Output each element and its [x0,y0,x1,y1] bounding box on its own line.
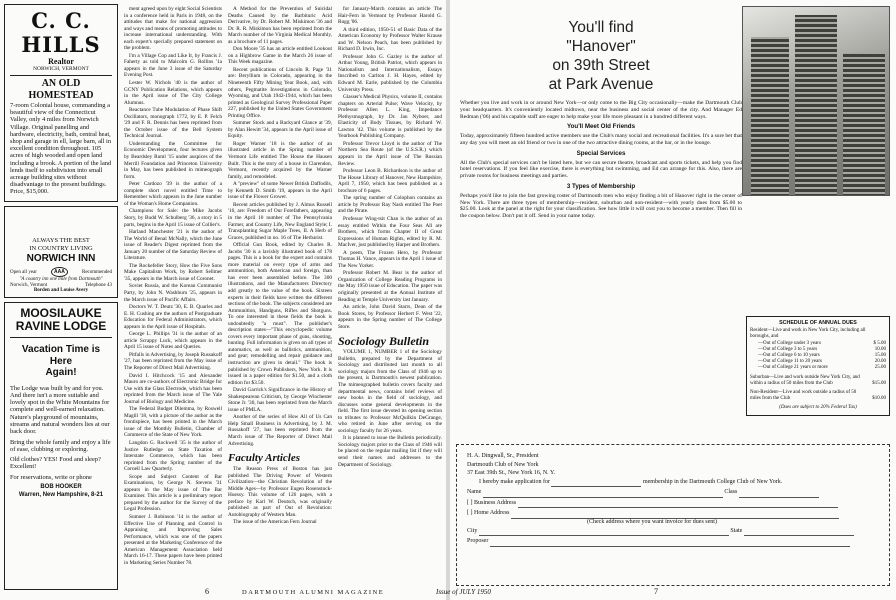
nonresident-amount: $10.00 [872,396,886,402]
building-shape [751,37,789,196]
name-row [467,487,879,498]
building-shape [843,53,885,196]
article-paragraph: Don Moore '35 has an article entitled Lookout on a Highbrow Game in the March 26 issue of This Week magazine. [228,46,332,66]
bulletin-paragraph: It is planned to issue the Bulletin periodically. Sociology majors prior to the Class of 1946 will be placed on the regular mailing list if they will send their names and addresses to the Department of Sociology. [338,435,442,468]
name-label: Name [467,489,482,495]
building-shape [795,15,837,196]
article-paragraph: Recent articles published by J. Almus Russell '16, are: Freedom of Our Forefathers, appearing in the April 10 number of The Pennsylvania Farmer, and Country Life, New England Style; I. Transplanting Sugar Maple Trees, II. A Herb of Graces, published in no. 16 of The Herbarist. [228,201,332,241]
article-paragraph: Reactance Tube Modulation of Phase Shift Oscillators, monograph 1772, by E. P. Felch '29 and F. R. Dennis has been reprinted from the October issue of the Bell System Technical Journal. [124,107,222,140]
article-paragraph: A poem, The Frozen Hero, by Professor Thomas H. Vance, appears in the April 1 issue of The New Yorker. [338,249,442,269]
article-paragraph: A third edition, 1950-51 of Basic Data of the American Economy by Professor Walter Krause and W. Nelson Peach, has been published by Richard D. Irwin, Inc. [338,26,442,53]
proposer-field[interactable] [490,539,850,547]
sociology-bulletin-heading: Sociology Bulletin [338,334,430,349]
dues-label: —Out of College 21 years or more [758,365,828,371]
lodge-description: The Lodge was built by and for you. And there isn't a more suitable and lovely spot in the White Mountains for complete and well-earned relaxation. Nature's playground of mountains, streams and natural wonders lies at our back door. [10,384,110,436]
lodge-address: Warren, New Hampshire, 8-21 [18,491,104,498]
vacation-headline-2: Again! [45,367,77,378]
article-paragraph: Lester W. Nichols '40 is the author of GCNY Publication Relations, which appears in the April issue of The City College Alumnus. [124,80,222,106]
article-column-3 [228,6,332,584]
hanover-headline-3: on 39th Street [552,57,650,74]
inn-phone: Telephone 43 [84,283,112,288]
suburban-row [750,375,886,387]
dues-schedule [746,316,890,416]
page-number-right: 7 [654,587,658,596]
bulletin-paragraph: VOLUME 1, NUMBER 1 of the Sociology Bulletin, prepared by the Department of Sociology and distributed last month to all sociology majors from the Class of 1946 up to the present, is Dartmouth's newest publication. The mimeographed bulletin covers faculty and departmental news, contains brief reviews of new books in the field of sociology, and discusses some general developments in the field. The first issue devoted its opening section to tributes to Professor McQuilkin DeGrange, who retired in June after serving on the sociology faculty for 26 years. [338,349,442,434]
divider [10,337,112,338]
lodge-name-2: RAVINE LODGE [15,319,107,333]
inn-location: Norwich, Vermont [10,283,48,288]
faculty-paragraph: The Reason Press of Boston has just published The Driving Power of Western Civilization—the Christian Revolution of the Middle Ages—by Professor Eugen Rosenstock-Huessy. This volume of 126 pages, with a preface by Karl W. Deutsch, was originally published as part of Out of Revolution: Autobiography of Western Man. [228,466,332,518]
article-paragraph: David I. Hitchcock '15 and Alexander Mauro are co-authors of Electronic Bridge for Use with the Glass Electrode, which has been reprinted from the March issue of The Yale Journal of Biology and Medicine. [124,372,222,405]
article-paragraph: Another of the series of How All of Us Can Help Small Business in Advertising, by J. M. Russakoff '27, has been reprinted from the March issue of The Reporter of Direct Mail Advertising. [228,414,332,447]
inn-recommended: Recommended [82,269,112,275]
article-paragraph: The Rockefeller Story, How the Five Sons Make Capitalism Work, by Robert Sellmer '35, appears in the March issue of Coronet. [124,262,222,282]
article-paragraph: Sumner J. Robinson '14 is the author of Effective Use of Planning and Control in Appraising and Improving Sales Performance, which was one of the papers presented at the Marketing Conference of the American Management Association held March 16-17. These papers have been printed in Marketing Series Number 78. [124,514,222,566]
dues-amount: 15.00 [874,353,886,359]
inn-proprietors: Borden and Louise Avery [33,288,89,293]
park-avenue-photo [742,6,890,196]
home-row [467,508,879,519]
issue-date: Issue of JULY 1950 [436,588,491,596]
article-paragraph: Summer Stock and a Backyard Glance at '39, by Alan Hewitt '34, appears in the April issue of Equity. [228,120,332,140]
homestead-description: 7-room Colonial house, commanding a beautiful view of the Connecticut Valley, only 4 miles from Norwich Village. Original panelling and hardware, electricity, bath, central heat, shop and garage in ell, large barn, all in excellent condition throughout. 105 acres of high wooded and open land including a brook. A portion of the land lends itself to subdivision into small acreage building sites without disadvantage to the present buildings. Price, $15,000. [10,102,112,196]
article-paragraph: The Federal Budget Dilemma, by Roswell Magill '18, with a picture of the author as the frontispiece, has been printed in the March issue of the Monthly Bulletin, Chamber of Commerce of the State of New York. [124,406,222,439]
suburban-label: Suburban—Live and work outside New York City, and within a radius of 50 miles from the Club [750,374,860,386]
article-paragraph: Champions for Sale: the Mike Jacobs Story, by Budd W. Schulberg '36, a story in 5 parts, begins in the April 15 issue of Collier's. [124,208,222,228]
special-services-heading: Special Services [576,149,626,157]
old-friends-heading: You'll Meet Old Friends [566,123,636,131]
lodge-family-text: Bring the whole family and enjoy a life of ease, clubbing or exploring. [10,438,111,453]
inn-info-row [10,267,112,277]
realtor-role: Realtor [48,57,74,66]
article-paragraph: Professor Wing-tsit Chan is the author of an essay entitled Within the Four Seas All are Brothers, which forms Chapter II of Great Expressions of Human Rights, edited by R. M. MacIver, just published by Harper and Brothers. [338,215,442,249]
inn-open: Open all year [10,269,37,275]
dues-label: —Out of College 3 to 5 years [758,346,818,352]
hanover-intro: Whether you live and work in or around New York—or only come to the Big City occasionally—make the Dartmouth Club your headquarters. It's conveniently located midtown, near the business and social center of the city. And Manager Ed Redman ('06) and his capable staff are eager to help make your life more pleasant in a hundred different ways. [460,100,742,120]
membership-coupon [456,444,890,586]
business-checkbox[interactable]: [ ] Business Address [467,499,517,506]
article-paragraph: Professor Trevor Lloyd is the author of The Northern Sea Route (of the U.S.S.R.) which appears in the April issue of The Russian Review. [338,140,442,167]
schedule-title: SCHEDULE OF ANNUAL DUES [779,320,857,326]
article-paragraph: An article, John David Starrs, Dean of the Book Stores, by Professor Herbert F. West '22, appears in the Spring number of The College Store. [338,304,442,330]
article-paragraph: Recent publications of Lincoln R. Page '31 are: Beryllium in Colorado, appearing in the Nineteenth Fifty Mining Year Book, and, with others, Pegmatite Investigations in Colorado, Wyoming, and Utah 1942-1944, which has been printed as Geological Survey Professional Paper 227, published by the United States Government Printing Office. [228,66,332,119]
aaa-badge-icon: AAA [51,267,68,277]
proposer-label: Proposer [467,538,489,544]
article-paragraph: Pitfalls in Advertising, by Joseph Russakoff '27, has been reprinted from the May issue of The Reporter of Direct Mail Advertising. [124,351,222,371]
article-paragraph: David Garrick's Significance in the History of Shakespearean Criticism, by George Winchester Stone Jr. '30, has been reprinted from the March issue of PMLA. [228,387,332,413]
hanover-headline-4: at Park Avenue [548,76,654,93]
lodge-contact-name: BOB HOOKER [40,484,82,491]
article-paragraph: Professor Leon B. Richardson is the author of The House Library of Hanover, New Hampshire, April 7, 1950, which has been published as a brochure of 6 pages. [338,168,442,194]
article-paragraph: Roger Warner '18 is the author of an illustrated article in the Spring number of Vermont Life entitled The House the Hausen Built. This is the story of a house in Clarendon, Vermont, recently acquired by the Warner family, and remodeled. [228,140,332,180]
article-paragraph: A Method for the Prevention of Suicidal Deaths Caused by the Barbituric Acid Derivative, by Dr. Robert M. Miskimon '36 and Dr. R. R. Miskimon has been reprinted from the March number of the Virginia Medical Monthly, as a brochure of 11 pages. [228,6,332,45]
proposer-row [467,536,879,547]
coupon-address: 37 East 39th St., New York 16, N. Y. [467,469,556,476]
faculty-articles-heading: Faculty Articles [228,452,301,465]
home-checkbox[interactable]: [ ] Home Address [467,510,510,516]
dues-amount: 10.00 [874,346,886,352]
page-number-left: 6 [205,587,209,596]
realtor-location: NORWICH, VERMONT [33,66,89,72]
article-paragraph: A "preview" of some Newer British Daffodils, by Kenneth D. Smith '19, appears in the April issue of the Flower Grower. [228,181,332,201]
membership-types-heading: 3 Types of Membership [566,182,636,190]
realtor-name: C. C. HILLS [21,8,101,57]
class-field[interactable] [739,490,819,498]
article-paragraph: Glasser's Medical Physics, volume II, contains chapters on Arterial Pulse; Wave Velocity, by Professor Allen L. King, Impedance Plethysmograph, by Dr. Jan Nyboer, and Elasticity of Body Tissues, by Richard W. Lawton '42. This volume is published by the Yearbook Publishing Company. [338,94,442,140]
suburban-amount: $15.00 [872,380,886,386]
dues-label: —Out of College under 3 years [758,340,821,346]
article-column-2 [124,6,222,584]
advertisement-column [4,4,118,594]
faculty-paragraph: The issue of the American Fern Journal [233,519,317,526]
homestead-headline: AN OLD HOMESTEAD [28,78,94,101]
resident-rows [750,341,886,372]
lodge-reservations-text: For reservations, write or phone [10,473,92,481]
application-text-2: membership in the Dartmouth College Club of New York. [642,478,783,485]
article-paragraph: Understanding the Committee for Economic Development, four lectures given by Beardsley Ruml '15 under auspices of the Merrill Foundation and Princeton University in May, has been published in mimeograph form. [124,140,222,180]
dues-label: —Out of College 6 to 10 years [758,353,820,359]
lodge-name: MOOSILAUKE [20,306,102,320]
norwich-inn-ad [4,206,118,298]
dues-row [750,365,886,371]
article-paragraph: Harland Manchester '21 is the author of The World of Benal McNally, which the June issue of Reader's Digest reprinted from the January 20 number of the Saturday Review of Literature. [124,229,222,262]
class-label: Class [724,489,738,495]
coupon-club: Dartmouth Club of New York [467,461,539,468]
check-note: (Check address where you want invoice for dues sent) [587,518,717,525]
left-page [0,0,446,600]
application-text: I hereby make application for [479,478,550,485]
article-paragraph: Doctors W. T. Deutz '30, E. B. Quarles and E. H. Cushing are the authors of Postgraduate Education for Federal Administrators, which appears in the April issue of Hospitals. [124,304,222,330]
article-paragraph: Professor Robert M. Bear is the author of Organization of College Reading Programs in the May 1950 issue of Education. The paper was originally presented at the Annual Institute of Reading at Temple University last January. [338,270,442,303]
membership-types-text: Perhaps you'd like to join the fast growing roster of Dartmouth men who enjoy finding a bit of Hanover right in the center of New York. There are three types of membership—resident, suburban and non-resident—with yearly dues from $5.00 to $25.00. Look at the panel at the right for your classification. See how little it will cost you to become a member. Then fill in the coupon below. Don't put it off. Send in your name today. [460,192,742,220]
moosilauke-lodge-ad [4,302,118,590]
article-paragraph: Peter Cardozo '39 is the author of a complete short novel entitled Time to Remember which appears in the June number of the Woman's Home Companion. [124,181,222,207]
coupon-application [467,477,879,488]
state-field[interactable] [744,528,854,536]
dues-amount: 25.00 [874,365,886,371]
hills-realtor-ad [4,4,118,202]
coupon-addressee: H. A. Dingwall, Sr., President [467,453,539,459]
right-page [436,0,896,600]
state-label: State [730,527,743,534]
tax-note: (Dues are subject to 20% Federal Tax) [779,405,857,411]
magazine-title: DARTMOUTH ALUMNI MAGAZINE [242,589,385,596]
hanover-headline-2: "Hanover" [566,38,636,55]
name-field[interactable] [483,490,723,498]
home-address-field[interactable] [511,511,839,519]
nonresident-label: Non-Resident—Live and work outside a radius of 50 miles from the Club [750,390,857,402]
hanover-body [456,100,746,220]
article-paragraph: for January-March contains an article The Hair-Fern in Vermont by Professor Harold G. Rugg '06. [338,6,442,26]
old-friends-text: Today, approximately fifteen hundred active members use the Club's many social and recreational facilities. It's a sure bet that any day you will meet an old friend or two in one of the two attractive dining rooms, at the bar, or in the lounge. [460,133,742,146]
inn-tagline: ALWAYS THE BEST [32,237,90,244]
inn-name: NORWICH INN [26,253,96,264]
lodge-contact [10,484,112,499]
dues-amount: 20.00 [874,359,886,365]
city-label: City [467,527,478,534]
nonresident-row [750,390,886,402]
special-services-text: All the Club's special services can't be listed here, but we can secure theatre, broadcast and sports tickets, and help you find hotel reservations. If you feel like exercise, there is everything but swimming, and Ed can arrange for this. Also, there are private rooms for business meetings and parties. [460,159,742,180]
lodge-clothes-text: Old clothes? YES! Food and sleep? Excellent! [10,456,101,471]
dues-amount: $ 5.00 [873,340,886,346]
hanover-headline-1: You'll find [568,19,634,36]
membership-type-field[interactable] [551,479,641,487]
business-address-field[interactable] [518,500,838,508]
article-paragraph: ment agreed upon by eight Social Scientists in a conference held in Paris in 1948, on the attitudes that make for national aggression and ways and means of promoting attitudes to increase international understanding. With each expert's specially prepared statement on the problem. [124,6,222,52]
city-row [467,526,879,537]
hanover-club-ad [456,4,746,223]
inn-note: "A country inn one mile from Dartmouth" [19,277,103,282]
divider [10,75,112,76]
article-paragraph: The spring number of Colophon contains an article by Professor Ray Nash entitled The Poet and the Pirate. [338,195,442,215]
hanover-headline [456,18,746,94]
resident-label: Resident—Live and work in New York City, including all boroughs, and [750,328,866,340]
article-paragraph: Scope and Subject Content of Bar Examinations, by George N. Stevens '31 appears in the May issue of The Bar Examiner. This article is a preliminary report prepared by the author for the Survey of the Legal Profession. [124,473,222,513]
vacation-headline: Vacation Time is Here [21,344,101,367]
article-paragraph: Official Gun Book, edited by Charles R. Jacobs '30 is a lavishly illustrated book of 178 pages. This is a book for the expert and contains more material on every type of arms and ammunition, both American and foreign, than has ever been assembled before. The 300 illustrations, and the Manufacturers Directory add greatly to the value of the book. Sixteen experts in their fields have written the different sections of the book. The subjects considered are Ammunition, Handguns, Rifles and Shotguns. To one interested in these fields the book is undoubtedly "a must". The publisher's description states—"This encyclopedic volume covers every important phase of guns, shooting, hunting. Full information is given on all types of automatics, as well as ballistics, ammunition, and gear; remodelling and repair guidance and instruction are given in detail." The book is published by Crown Publishers, New York. It is issued in a paper edition for $1.50, and a cloth edition for $3.50. [228,242,332,386]
business-row [467,498,879,509]
city-field[interactable] [479,528,729,536]
dues-label: —Out of College 11 to 20 years [758,359,822,365]
article-paragraph: Soviet Russia, and the Korean Communist Party, by John N. Washburn '25, appears in the March issue of Pacific Affairs. [124,283,222,303]
inn-tagline-2: IN COUNTRY LIVING [29,245,93,252]
article-paragraph: George L. Phillips '31 is the author of an article Scrappy Luck, which appears in the April 15 issue of Notes and Queries. [124,331,222,351]
article-paragraph: Langdon G. Rockwell '35 is the author of Justice Rutledge on State Taxation of Interstate Commerce, which has been reprinted from the Spring number of the Cornell Law Quarterly. [124,440,222,473]
article-paragraph: I'm a Village Cop and Like It, by Francis J. Faherty as told to Malcolm G. Rollins '1a appears in the June 3 issue of the Saturday Evening Post. [124,52,222,79]
article-paragraph: Professor John G. Gazley is the author of Arthur Young, British Patriot, which appears in Nationalism and Internationalism, Essays Inscribed to Carlton J. H. Hayes, edited by Edward M. Earle, published by the Columbia University Press. [338,53,442,93]
article-column-4 [338,6,442,584]
